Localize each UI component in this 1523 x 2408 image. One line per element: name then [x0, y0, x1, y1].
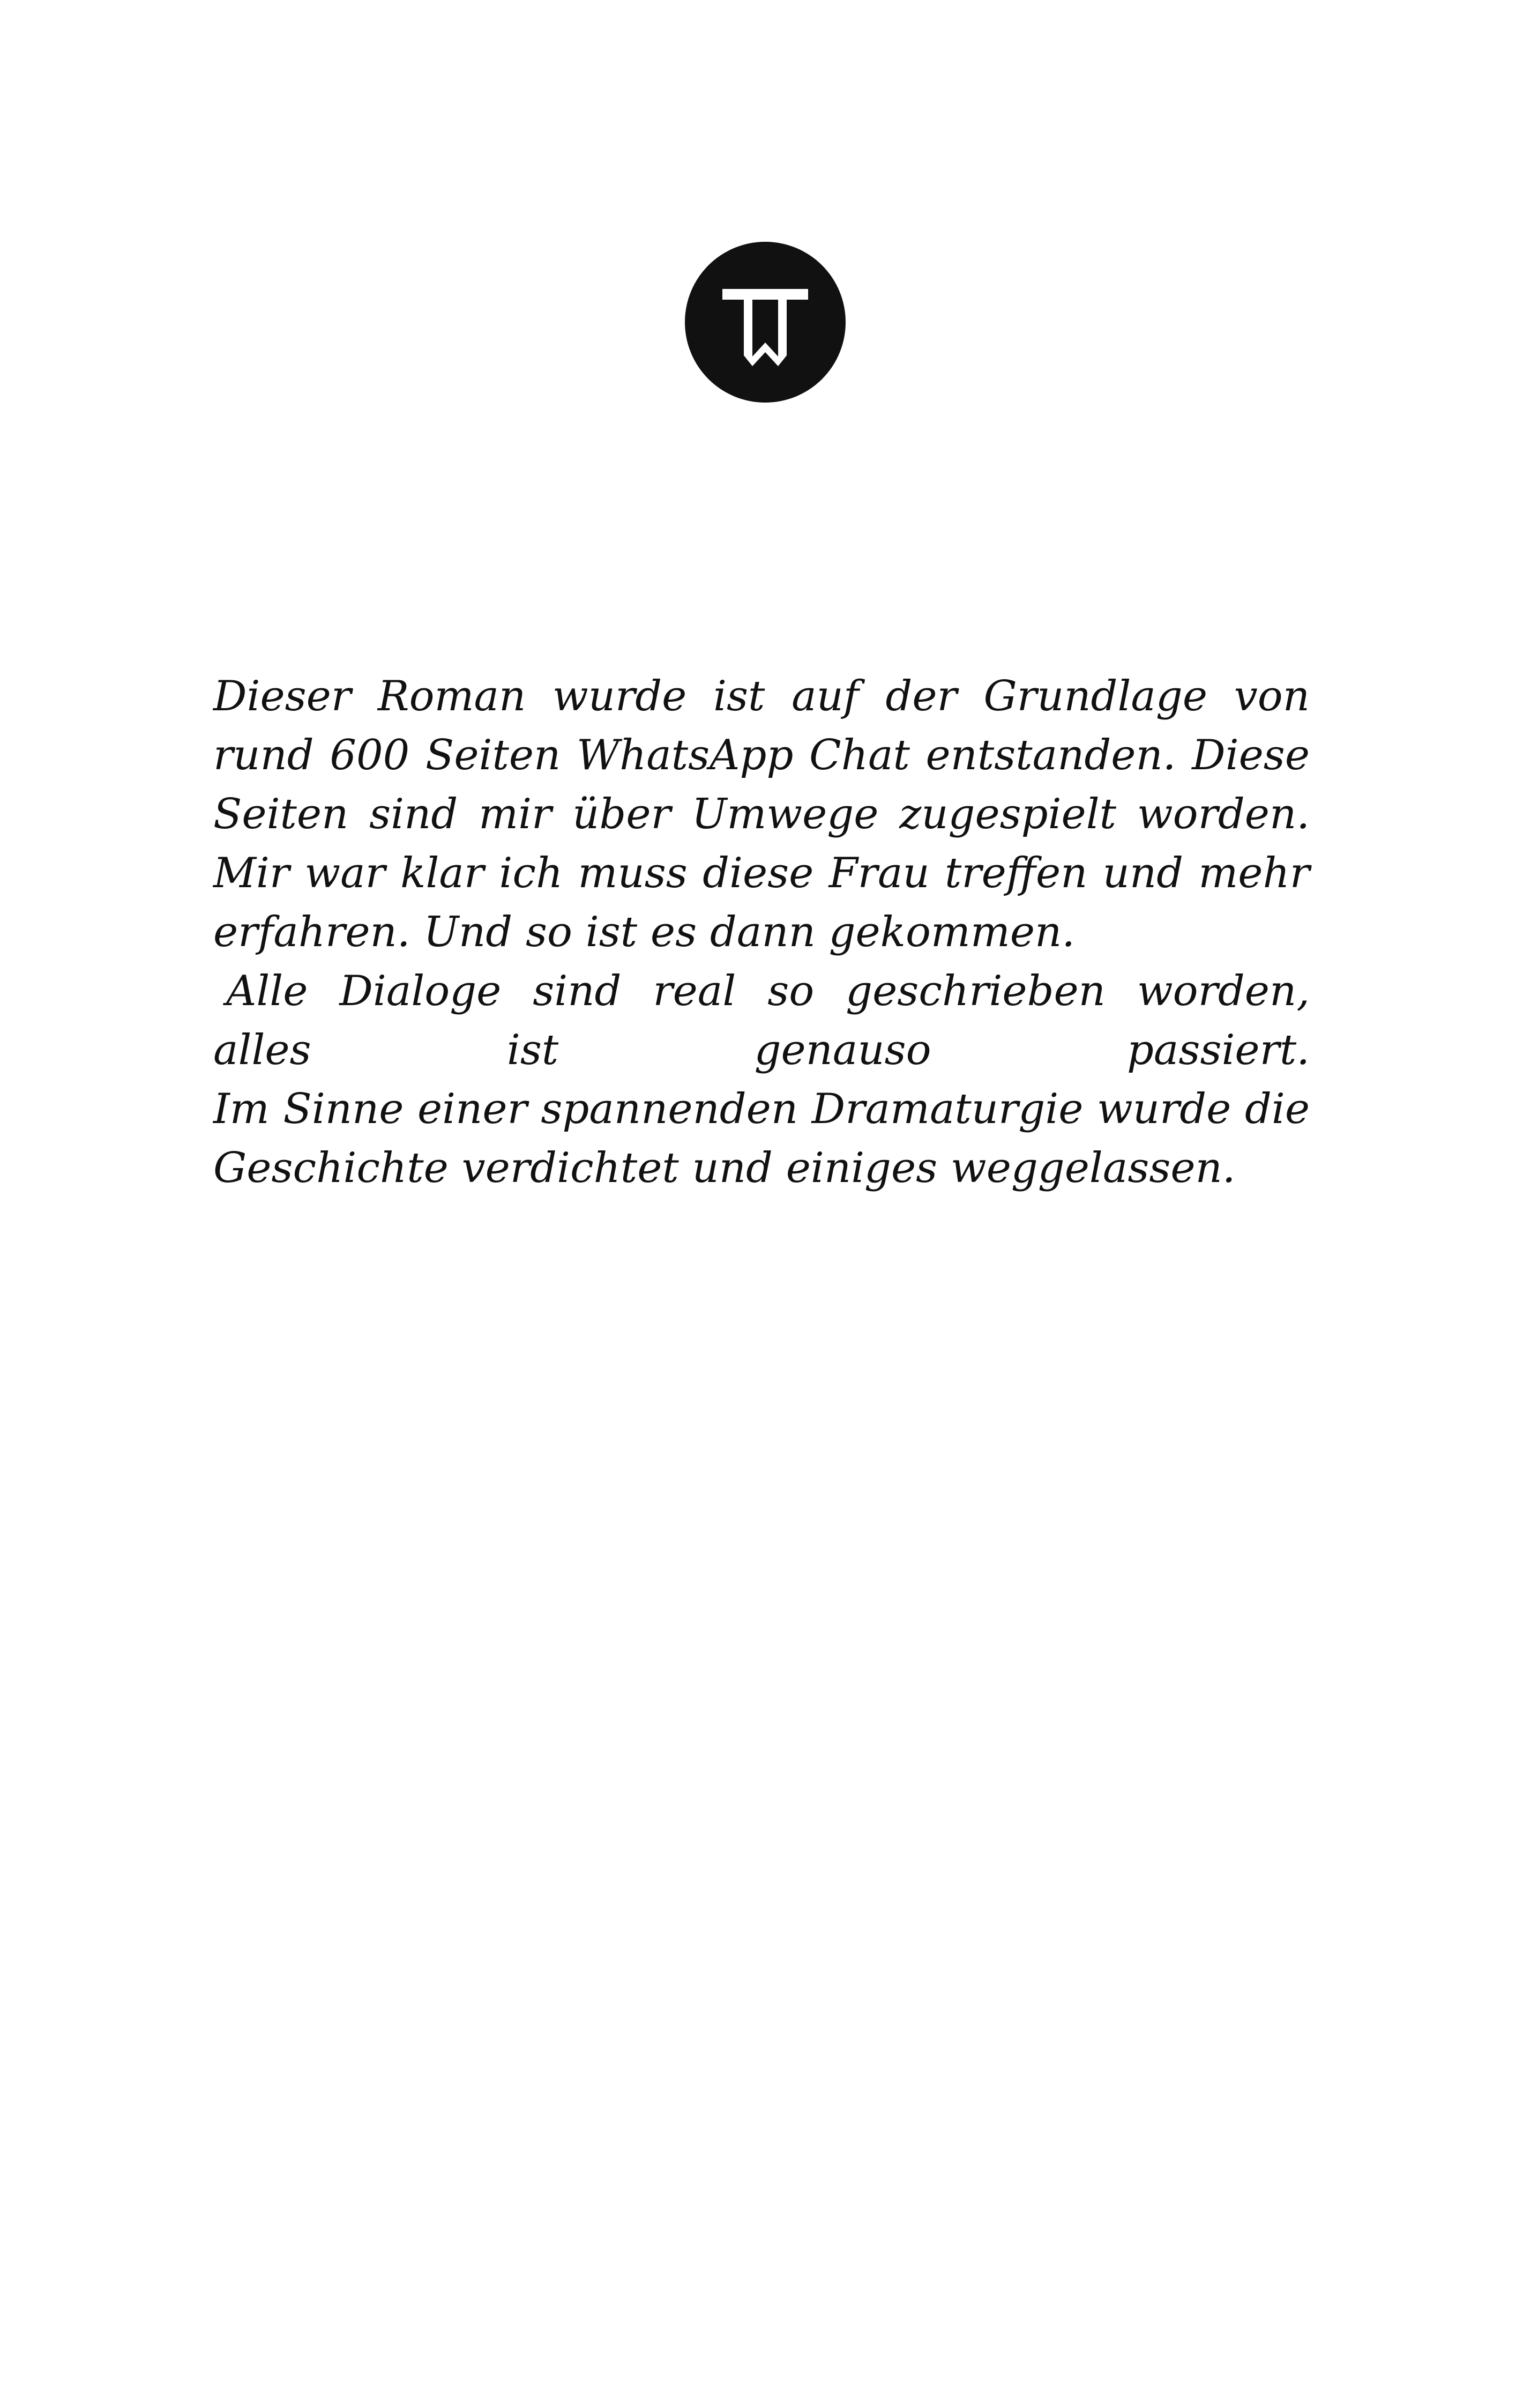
paragraph-intro: Dieser Roman wurde ist auf der Grundlage von rund 600 Seiten WhatsApp Chat entstanden. Diese Seiten sind mir über Umwege zugespielt worden. Mir war klar ich muss diese Frau treffen und mehr erfahren. Und so ist es dann gekommen. [213, 672, 1310, 956]
paragraph-dramaturgy: Im Sinne einer spannenden Dramaturgie wurde die Geschichte verdichtet und einiges weggelassen. [213, 1085, 1310, 1192]
publisher-logo-icon [685, 242, 846, 403]
paragraph-dialogues: Alle Dialoge sind real so geschrieben worden, alles ist genauso passiert. [213, 967, 1310, 1074]
dedication-text [213, 667, 1310, 1198]
